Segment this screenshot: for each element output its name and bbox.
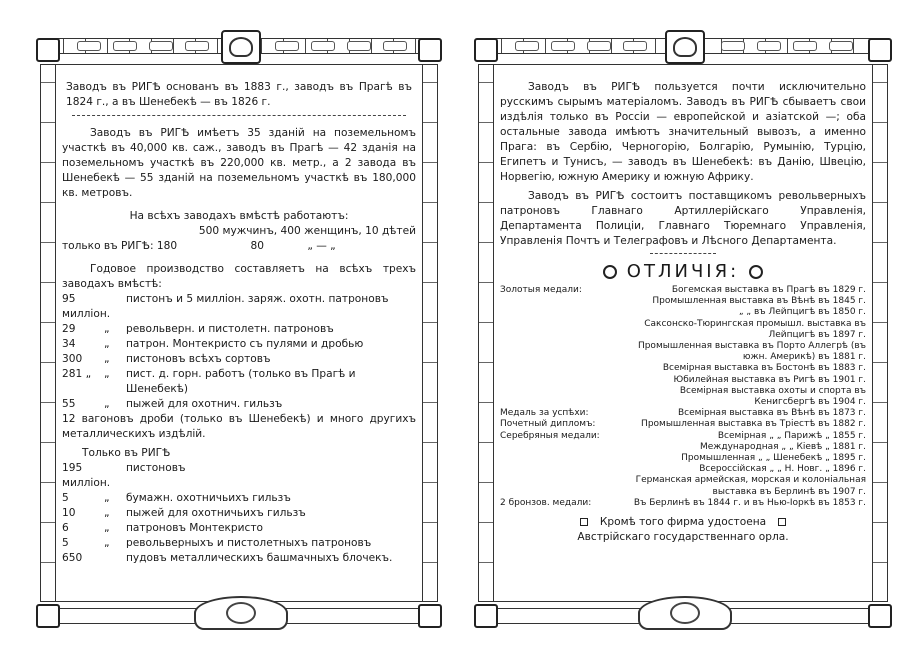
list-item — [62, 397, 416, 412]
award-category — [500, 453, 618, 464]
corner-post-icon — [868, 604, 892, 628]
corner-post-icon — [418, 604, 442, 628]
list-item — [62, 367, 416, 397]
left-border-column — [40, 64, 56, 602]
description: револьверныхъ и пистолетныхъ патроновъ — [126, 537, 372, 549]
description: пист. д. горн. работъ (только въ Прагѣ и Шенебекѣ) — [126, 368, 356, 395]
quantity: 650 — [62, 552, 83, 564]
crest-ornament-icon — [665, 30, 705, 64]
small-divider — [650, 253, 716, 254]
ditto-mark: „ — [104, 353, 110, 365]
workers-line-2 — [62, 239, 416, 254]
ditto-mark: „ — [104, 537, 110, 549]
award-category: Золотыя медали: — [500, 285, 582, 295]
award-category — [500, 319, 618, 341]
quantity: 10 — [62, 507, 76, 519]
list-item — [62, 551, 416, 566]
award-entry — [500, 453, 866, 464]
annual-production-intro: Годовое производство составляетъ на всѣхъ трехъ заводахъ вмѣстѣ: — [62, 263, 416, 290]
square-ornament-icon — [580, 518, 588, 526]
list-item — [62, 322, 416, 337]
bottom-ornament-border — [40, 601, 438, 630]
quantity: 29 — [62, 323, 76, 335]
riga-only-heading: Только въ РИГѢ — [82, 447, 171, 459]
corner-post-icon — [474, 38, 498, 62]
ditto-mark — [104, 292, 126, 322]
quantity: 6 — [62, 522, 69, 534]
award-event: Всероссійская „ „ Н. Новг. „ 1896 г. — [699, 464, 866, 475]
award-category: Медаль за успѣхи: — [500, 408, 589, 419]
list-item — [62, 506, 416, 521]
award-event: Юбилейная выставка въ Ригѣ въ 1901 г. — [673, 374, 866, 385]
production-list — [62, 292, 416, 412]
awards-title: ОТЛИЧІЯ: — [626, 261, 740, 282]
ditto-mark — [104, 461, 126, 491]
description: патрон. Монтекристо съ пулями и дробью — [126, 338, 364, 350]
corner-post-icon — [418, 38, 442, 62]
awards-list — [500, 285, 866, 509]
award-category — [500, 363, 618, 374]
award-entry — [500, 431, 866, 442]
award-entry — [500, 464, 866, 475]
right-page-content — [500, 72, 866, 596]
description: пистоновъ — [126, 462, 186, 474]
award-event: „ „ въ Лейпцигѣ въ 1850 г. — [738, 307, 866, 318]
award-category: Серебряныя медали: — [500, 430, 600, 441]
supplier-paragraph: Заводъ въ РИГѢ состоитъ поставщикомъ револьверныхъ патроновъ Главнаго Артиллерійскаго Управленія, Департамента Полиціи, Главнаго Тюремнаго Управленія, Управленія Почтъ и Телеграфовъ и Лѣсного Департамента. — [500, 190, 866, 247]
award-entry — [500, 375, 866, 386]
description: пистонъ и 5 милліон. заряж. охотн. патроновъ — [126, 293, 389, 305]
award-entry — [500, 475, 866, 497]
award-entry — [500, 408, 866, 419]
award-entry — [500, 498, 866, 509]
description: пыжей для охотнич. гильзъ — [126, 398, 283, 410]
award-category — [500, 475, 618, 497]
award-event: Международная „ „ Кіевѣ „ 1881 г. — [699, 441, 866, 452]
list-item — [62, 292, 416, 322]
corner-post-icon — [36, 38, 60, 62]
workers-intro: На всѣхъ заводахъ вмѣстѣ работаютъ: — [129, 210, 349, 222]
corner-post-icon — [474, 604, 498, 628]
shot-line: 12 вагоновъ дроби (только въ Шенебекѣ) и много другихъ металлическихъ издѣлій. — [62, 413, 416, 440]
ditto-mark: „ — [104, 492, 110, 504]
award-category: 2 бронзов. медали: — [500, 497, 592, 508]
award-entry — [500, 363, 866, 374]
ditto-mark: „ — [104, 368, 110, 380]
award-category — [500, 386, 618, 408]
closing-line-2: Австрійскаго государственнаго орла. — [577, 531, 789, 544]
award-event: Всемірная выставка въ Бостонѣ въ 1883 г. — [662, 363, 866, 374]
list-item — [62, 337, 416, 352]
award-event: Саксонско-Тюрингская промышл. выставка въ Лейпцигѣ въ 1897 г. — [644, 318, 866, 340]
award-category — [500, 442, 618, 453]
riga-production-list — [62, 461, 416, 566]
left-page — [40, 30, 438, 630]
raw-materials-paragraph: Заводъ въ РИГѢ пользуется почти исключительно русскимъ сырымъ матеріаломъ. Заводъ въ РИГѢ сбываетъ свои издѣлія только въ Россіи — европейской и азіатской —; оба остальные завода имѣютъ значительный вывозъ, а именно Прага: въ Сербію, Черногорію, Болгарію, Румынію, Турцію, Египетъ и Тунисъ, — заводъ въ Шенебекѣ: въ Данію, Швецію, Норвегію, южную Америку и южную Африку. — [500, 81, 866, 183]
founding-text: Заводъ въ РИГѢ основанъ въ 1883 г., заводъ въ Прагѣ въ 1824 г., а въ Шенебекѣ — въ 1826 г. — [66, 81, 412, 108]
scroll-ornament-icon — [638, 596, 732, 630]
closing-line-1 — [500, 515, 866, 530]
right-border-column — [872, 64, 888, 602]
award-event: Промышленная „ „ Шенебекѣ „ 1895 г. — [681, 453, 866, 464]
award-entry — [500, 386, 866, 408]
crest-ornament-icon — [221, 30, 261, 64]
rosette-icon — [603, 265, 617, 279]
description: пистоновъ всѣхъ сортовъ — [126, 353, 271, 365]
right-page — [478, 30, 888, 630]
description: бумажн. охотничьихъ гильзъ — [126, 492, 291, 504]
award-event: Промышленная выставка въ Тріестѣ въ 1882 г. — [641, 419, 866, 430]
left-page-content — [62, 72, 416, 596]
top-ornament-border — [40, 30, 438, 65]
ditto-mark: „ — [104, 522, 110, 534]
right-border-column — [422, 64, 438, 602]
award-event: Германская армейская, морская и колоніальная выставка въ Берлинѣ въ 1907 г. — [635, 475, 866, 497]
award-entry — [500, 419, 866, 430]
closing-text-1: Кромѣ того фирма удостоена — [599, 516, 767, 529]
ditto-mark: „ — [104, 323, 110, 335]
workers-line-1: 500 мужчинъ, 400 женщинъ, 10 дѣтей — [198, 225, 416, 237]
rosette-icon — [749, 265, 763, 279]
corner-post-icon — [868, 38, 892, 62]
award-category — [500, 296, 618, 307]
quantity: 5 — [62, 492, 69, 504]
award-category — [500, 307, 618, 318]
award-category: Почетный дипломъ: — [500, 419, 596, 430]
award-category — [500, 341, 618, 363]
award-entry — [500, 296, 866, 307]
award-event: Богемская выставка въ Прагѣ въ 1829 г. — [671, 285, 866, 295]
award-event: Всемірная выставка въ Вѣнѣ въ 1873 г. — [678, 408, 866, 419]
list-item — [62, 352, 416, 367]
workers-riga-women: 80 — [250, 240, 264, 252]
award-entry — [500, 319, 866, 341]
list-item — [62, 461, 416, 491]
description: патроновъ Монтекристо — [126, 522, 264, 534]
buildings-paragraph: Заводъ въ РИГѢ имѣетъ 35 зданій на поземельномъ участкѣ въ 40,000 кв. саж., заводъ въ Прагѣ — 42 зданія на поземельномъ участкѣ въ 220,000 кв. метр., а 2 завода въ Шенебекѣ — 55 зданій на поземельномъ участкѣ въ 180,000 кв. метровъ. — [62, 127, 416, 199]
list-item — [62, 536, 416, 551]
quantity: 34 — [62, 338, 76, 350]
quantity: 195 милліон. — [62, 462, 111, 489]
quantity: 55 — [62, 398, 76, 410]
top-ornament-border — [478, 30, 888, 65]
description: пудовъ металлическихъ башмачныхъ блочекъ. — [126, 552, 393, 564]
square-ornament-icon — [778, 518, 786, 526]
award-event: Промышленная выставка въ Вѣнѣ въ 1845 г. — [652, 296, 866, 307]
list-item — [62, 521, 416, 536]
section-divider — [72, 115, 406, 116]
description: пыжей для охотничьихъ гильзъ — [126, 507, 306, 519]
workers-riga-rest: „ — „ — [307, 240, 336, 252]
awards-heading — [500, 261, 866, 282]
ditto-mark: „ — [104, 338, 110, 350]
quantity: 281 „ — [62, 368, 92, 380]
award-entry — [500, 341, 866, 363]
scroll-ornament-icon — [194, 596, 288, 630]
ditto-mark: „ — [104, 507, 110, 519]
award-category — [500, 464, 618, 475]
quantity: 300 — [62, 353, 83, 365]
corner-post-icon — [36, 604, 60, 628]
award-event: Промышленная выставка въ Порто Аллегрѣ (въ южн. Америкѣ) въ 1881 г. — [637, 341, 866, 363]
left-border-column — [478, 64, 494, 602]
award-entry — [500, 442, 866, 453]
award-event: Всемірная „ „ Парижѣ „ 1855 г. — [717, 430, 866, 441]
ditto-mark: „ — [104, 398, 110, 410]
award-entry — [500, 307, 866, 318]
award-entry — [500, 285, 866, 296]
quantity: 95 милліон. — [62, 293, 111, 320]
bottom-ornament-border — [478, 601, 888, 630]
award-category — [500, 375, 618, 386]
award-event: Въ Берлинѣ въ 1844 г. и въ Нью-Іоркѣ въ 1853 г. — [633, 497, 866, 508]
workers-riga-label: только въ РИГѢ: 180 — [62, 240, 178, 252]
description: револьверн. и пистолетн. патроновъ — [126, 323, 334, 335]
ditto-mark — [104, 551, 126, 566]
quantity: 5 — [62, 537, 69, 549]
list-item — [62, 491, 416, 506]
award-event: Всемірная выставка охоты и спорта въ Кенигсбергѣ въ 1904 г. — [679, 385, 866, 408]
